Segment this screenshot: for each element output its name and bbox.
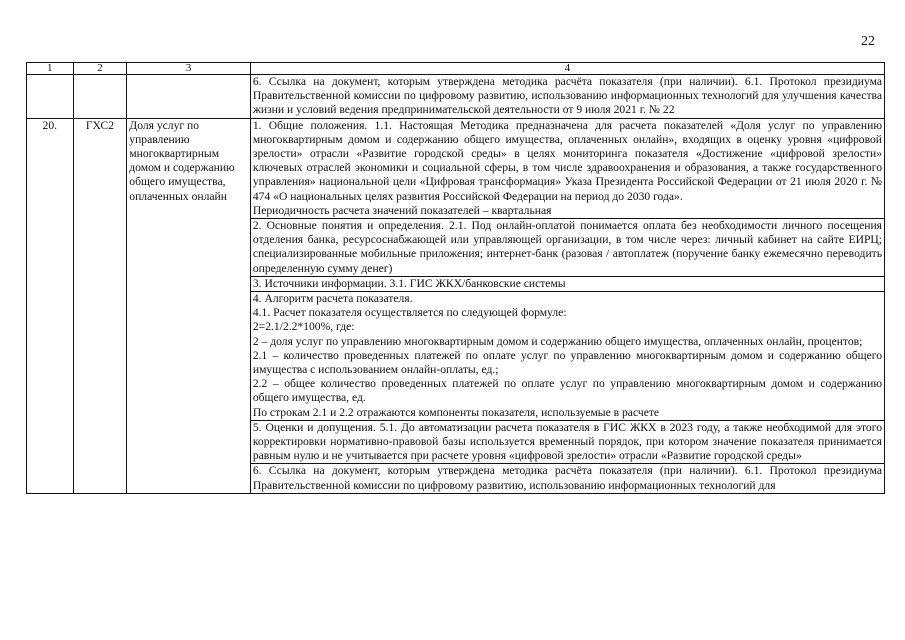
column-header: 2 xyxy=(73,63,127,75)
section-text: 2.2 – общее количество проведенных платежей по оплате услуг по управлению многоквартирным домом и содержанию общего имущества, ед. xyxy=(252,377,882,405)
table-row-indicator-20 xyxy=(27,118,885,218)
section-cell: 6. Ссылка на документ, которым утверждена методика расчёта показателя (при наличии). 6.1. Протокол президиума Правительственной комиссии по цифровому развитию, использованию информационных технологий для улучшения качества жизни и условий ведения предпринимательской деятельности от 9 июля 2021 г. № 22 xyxy=(250,75,884,119)
section-text: 6. Ссылка на документ, которым утверждена методика расчёта показателя (при наличии). 6.1. Протокол президиума Правительственной комиссии по цифровому развитию, использованию информационных технологий для xyxy=(252,464,882,492)
section-text: Периодичность расчета значений показателей – квартальная xyxy=(252,203,552,217)
section-cell-algorithm xyxy=(250,292,884,421)
indicator-table xyxy=(26,62,885,494)
section-text: 2. Основные понятия и определения. 2.1. Под онлайн-оплатой понимается оплата без необходимости личного посещения отделения банка, ресурсоснабжающей или управляющей организации, в том числе через: личный кабинет на сайте ЕИРЦ; специализированные мобильные приложения; интернет-банк (разовая / автоплатеж (поручение банку ежемесячно переводить определенную сумму денег) xyxy=(252,219,882,275)
empty-cell xyxy=(127,75,251,119)
column-header: 4 xyxy=(250,63,884,75)
page-number: 22 xyxy=(861,34,875,49)
indicator-code: ГХС2 xyxy=(73,118,127,493)
section-text: 2 – доля услуг по управлению многоквартирным домом и содержанию общего имущества, оплаченных онлайн, процентов; xyxy=(252,334,863,348)
section-cell-sources xyxy=(250,276,884,291)
section-cell-reference xyxy=(250,464,884,493)
table-row-continuation xyxy=(27,75,885,119)
section-text: 5. Оценки и допущения. 5.1. До автоматизации расчета показателя в ГИС ЖКХ в 2023 году, а также необходимой для этого корректировки нормативно-правовой базы используется временный порядок, при котором значение показателя принимается равным нулю и не учитывается при расчете уровня «цифровой зрелости» отрасли «Развитие городской среды» xyxy=(252,420,882,463)
section-cell-general xyxy=(250,118,884,218)
formula-text: 2=2.1/2.2*100%, где: xyxy=(252,320,355,334)
column-header: 3 xyxy=(127,63,251,75)
section-cell-definitions xyxy=(250,219,884,277)
section-cell-assumptions xyxy=(250,420,884,464)
empty-cell xyxy=(27,75,74,119)
section-text: По строкам 2.1 и 2.2 отражаются компоненты показателя, используемые в расчете xyxy=(252,405,660,419)
indicator-name: Доля услуг по управлению многоквартирным домом и содержанию общего имущества, оплаченных онлайн xyxy=(127,118,251,493)
empty-cell xyxy=(73,75,127,119)
column-header: 1 xyxy=(27,63,74,75)
section-text: 1. Общие положения. 1.1. Настоящая Методика предназначена для расчета показателей «Доля услуг по управлению многоквартирным домом и содержанию общего имущества, оплаченных онлайн», входящих в оценку уровня «цифровой зрелости» отрасли «Развитие городской среды» в целях мониторинга показателя «Достижение «цифровой зрелости» ключевых отраслей экономики и социальной сферы, в том числе здравоохранения и образования, а также государственного управления» национальной цели «Цифровая трансформация» Указа Президента Российской Федерации от 21 июля 2020 г. № 474 «О национальных целях развития Российской Федерации на период до 2030 года». xyxy=(252,118,882,203)
column-header-row xyxy=(27,63,885,75)
section-text: 3. Источники информации. 3.1. ГИС ЖКХ/банковские системы xyxy=(252,276,566,290)
row-number: 20. xyxy=(27,118,74,493)
section-text: 2.1 – количество проведенных платежей по оплате услуг по управлению многоквартирным домом и содержанию общего имущества с использованием онлайн-оплаты, ед.; xyxy=(252,348,882,377)
section-text: 4.1. Расчет показателя осуществляется по следующей формуле: xyxy=(252,306,567,320)
section-text: 4. Алгоритм расчета показателя. xyxy=(252,292,413,306)
